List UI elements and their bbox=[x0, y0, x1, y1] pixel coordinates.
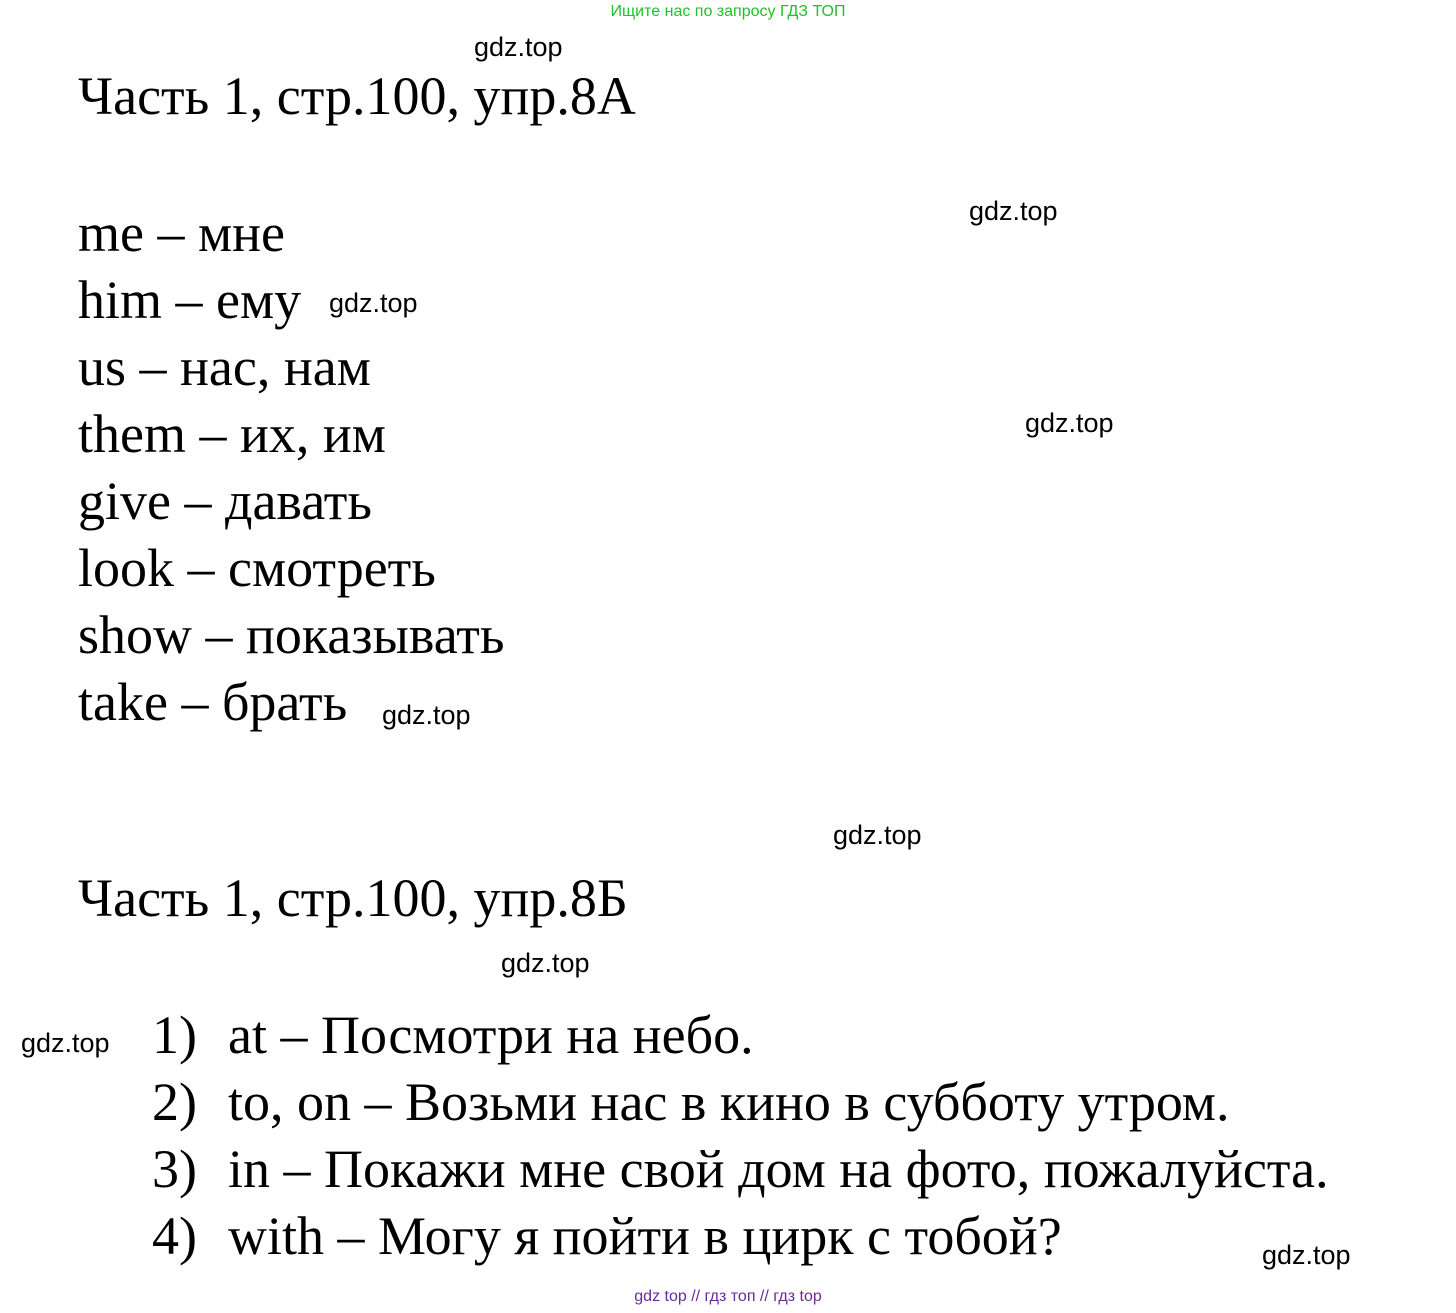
answer-number: 2) bbox=[152, 1072, 197, 1132]
answer-item bbox=[152, 1136, 1329, 1203]
vocab-item: them – их, им bbox=[78, 404, 386, 464]
answer-text: at – Посмотри на небо. bbox=[228, 1005, 754, 1065]
vocab-item: him – ему bbox=[78, 270, 302, 330]
answer-number: 4) bbox=[152, 1206, 197, 1266]
answer-number: 1) bbox=[152, 1005, 197, 1065]
watermark: gdz.top bbox=[474, 32, 563, 62]
vocab-item: me – мне bbox=[78, 203, 286, 263]
section-a-heading: Часть 1, стр.100, упр.8А bbox=[78, 66, 636, 126]
answer-text: to, on – Возьми нас в кино в субботу утром. bbox=[228, 1072, 1230, 1132]
vocab-item: look – смотреть bbox=[78, 538, 436, 598]
vocab-item: take – брать bbox=[78, 672, 348, 732]
vocab-item: us – нас, нам bbox=[78, 337, 371, 397]
vocab-item: give – давать bbox=[78, 471, 372, 531]
answer-item bbox=[152, 1069, 1329, 1136]
top-banner: Ищите нас по запросу ГДЗ ТОП bbox=[610, 3, 846, 20]
watermark: gdz.top bbox=[833, 820, 922, 850]
watermark: gdz.top bbox=[21, 1028, 110, 1058]
answer-text: with – Могу я пойти в цирк с тобой? bbox=[228, 1206, 1062, 1266]
answer-item bbox=[152, 1203, 1329, 1270]
watermark: gdz.top bbox=[1262, 1240, 1351, 1270]
answer-number: 3) bbox=[152, 1139, 197, 1199]
watermark: gdz.top bbox=[329, 288, 418, 318]
answer-item bbox=[152, 1002, 1329, 1069]
vocab-item: show – показывать bbox=[78, 605, 505, 665]
footer-watermark: gdz top // гдз топ // гдз top bbox=[634, 1288, 822, 1305]
answer-list bbox=[152, 1002, 1329, 1270]
watermark: gdz.top bbox=[969, 196, 1058, 226]
answer-text: in – Покажи мне свой дом на фото, пожалуйста. bbox=[228, 1139, 1329, 1199]
section-b-heading: Часть 1, стр.100, упр.8Б bbox=[78, 868, 628, 928]
vocab-list bbox=[78, 200, 505, 736]
watermark: gdz.top bbox=[1025, 408, 1114, 438]
watermark: gdz.top bbox=[382, 700, 471, 730]
watermark: gdz.top bbox=[501, 948, 590, 978]
